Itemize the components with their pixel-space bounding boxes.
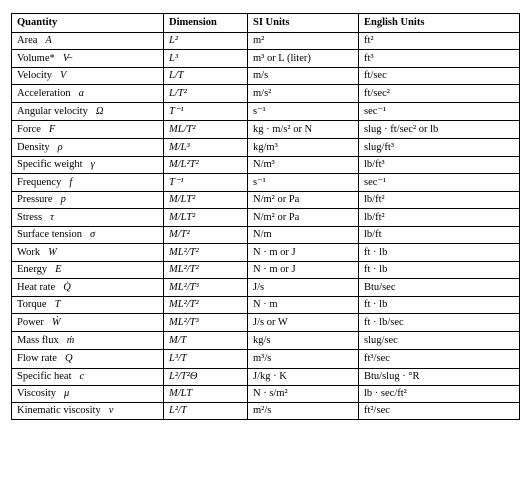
dimension-value: L²/T²Θ <box>169 371 198 382</box>
english-units-cell <box>359 314 520 332</box>
si-units-cell <box>248 50 359 68</box>
quantity-name: Kinematic viscosity <box>17 405 101 416</box>
english-units-value: ft³/sec <box>364 353 390 364</box>
quantity-name: Specific weight <box>17 159 83 170</box>
english-units-value: lb/ft² <box>364 211 385 223</box>
quantity-symbol: V <box>60 70 67 81</box>
quantity-cell <box>12 386 164 403</box>
quantity-cell <box>12 314 164 332</box>
si-units-cell <box>248 386 359 403</box>
si-units-value: N · m or J <box>253 246 296 258</box>
dimension-cell <box>164 68 248 85</box>
dimension-cell <box>164 33 248 50</box>
si-units-value: N/m² or Pa <box>253 211 300 223</box>
quantity-cell <box>12 121 164 139</box>
si-units-value: s⁻¹ <box>253 105 266 117</box>
quantity-cell <box>12 332 164 350</box>
quantity-cell <box>12 262 164 279</box>
quantity-name: Frequency <box>17 176 62 188</box>
quantity-name: Torque <box>17 299 47 310</box>
table-row <box>12 279 520 297</box>
dimension-value: ML²/T² <box>169 264 199 275</box>
table-row <box>12 369 520 386</box>
table-row <box>12 262 520 279</box>
quantity-name: Acceleration <box>17 87 71 99</box>
si-units-cell <box>248 403 359 420</box>
quantity-name: Viscosity <box>17 388 57 399</box>
dimension-value: T⁻¹ <box>169 176 184 188</box>
dimension-cell <box>164 262 248 279</box>
dimension-cell <box>164 174 248 192</box>
english-units-cell <box>359 262 520 279</box>
dimension-value: ML²/T² <box>169 299 199 310</box>
english-units-cell <box>359 369 520 386</box>
si-units-value: m²/s <box>253 405 272 416</box>
quantity-cell <box>12 297 164 314</box>
table-row <box>12 85 520 103</box>
si-units-value: m/s² <box>253 87 272 99</box>
si-units-value: m³ or L (liter) <box>253 52 311 64</box>
si-units-cell <box>248 262 359 279</box>
quantity-name: Specific heat <box>17 371 72 382</box>
table-row <box>12 297 520 314</box>
english-units-cell <box>359 103 520 121</box>
si-units-value: m² <box>253 35 265 46</box>
dimension-cell <box>164 85 248 103</box>
header-english-units: English Units <box>359 14 520 33</box>
quantity-cell <box>12 33 164 50</box>
si-units-value: m/s <box>253 70 269 81</box>
english-units-cell <box>359 244 520 262</box>
dimension-cell <box>164 314 248 332</box>
quantity-symbol: ν <box>108 405 114 416</box>
quantity-name: Flow rate <box>17 353 57 364</box>
dimension-value: M/LT² <box>169 194 196 205</box>
quantity-name: Energy <box>17 264 48 275</box>
quantity-name: Power <box>17 316 44 328</box>
quantity-symbol: V̶ <box>62 52 70 64</box>
si-units-value: J/kg · K <box>253 371 287 382</box>
table-row <box>12 192 520 209</box>
table-row <box>12 386 520 403</box>
table-row <box>12 350 520 369</box>
quantity-name: Heat rate <box>17 281 56 293</box>
table-row <box>12 68 520 85</box>
quantity-cell <box>12 403 164 420</box>
header-quantity: Quantity <box>12 14 164 33</box>
quantity-symbol: c <box>79 371 85 382</box>
quantity-name: Force <box>17 123 41 135</box>
quantity-name: Surface tension <box>17 229 83 240</box>
dimension-value: T⁻¹ <box>169 105 184 117</box>
english-units-cell <box>359 139 520 157</box>
table-row <box>12 209 520 227</box>
si-units-value: N/m <box>253 229 272 240</box>
table-row <box>12 157 520 174</box>
english-units-value: lb/ft² <box>364 194 385 205</box>
quantity-symbol: A <box>45 35 52 46</box>
table-row <box>12 139 520 157</box>
english-units-cell <box>359 157 520 174</box>
english-units-value: Btu/sec <box>364 281 396 293</box>
si-units-cell <box>248 103 359 121</box>
english-units-cell <box>359 227 520 244</box>
dimension-cell <box>164 279 248 297</box>
quantity-cell <box>12 85 164 103</box>
dimension-value: L² <box>169 35 178 46</box>
english-units-value: ft · lb/sec <box>364 316 404 328</box>
table-row <box>12 50 520 68</box>
units-table <box>11 13 520 420</box>
quantity-symbol: p <box>60 194 66 205</box>
quantity-name: Pressure <box>17 194 53 205</box>
english-units-value: ft · lb <box>364 299 388 310</box>
dimension-value: ML²/T³ <box>169 316 199 328</box>
dimension-cell <box>164 369 248 386</box>
english-units-cell <box>359 332 520 350</box>
english-units-value: ft² <box>364 35 374 46</box>
si-units-value: J/s or W <box>253 316 288 328</box>
quantity-symbol: γ <box>90 159 95 170</box>
si-units-cell <box>248 314 359 332</box>
quantity-symbol: f <box>69 176 73 188</box>
english-units-value: sec⁻¹ <box>364 105 387 117</box>
quantity-cell <box>12 139 164 157</box>
si-units-value: kg · m/s² or N <box>253 123 313 135</box>
english-units-value: lb · sec/ft² <box>364 388 407 399</box>
english-units-value: ft/sec <box>364 70 387 81</box>
english-units-value: ft/sec² <box>364 87 390 99</box>
si-units-cell <box>248 121 359 139</box>
dimension-value: L/T <box>169 70 184 81</box>
si-units-value: N · s/m² <box>253 388 288 399</box>
si-units-cell <box>248 209 359 227</box>
si-units-cell <box>248 68 359 85</box>
english-units-cell <box>359 33 520 50</box>
si-units-value: N/m³ <box>253 159 275 170</box>
english-units-value: slug/ft³ <box>364 141 394 153</box>
dimension-value: ML²/T³ <box>169 281 199 293</box>
quantity-cell <box>12 157 164 174</box>
si-units-cell <box>248 139 359 157</box>
quantity-name: Work <box>17 246 41 258</box>
english-units-value: slug · ft/sec² or lb <box>364 123 439 135</box>
si-units-value: N · m or J <box>253 264 296 275</box>
dimension-cell <box>164 192 248 209</box>
dimension-value: M/T² <box>169 229 190 240</box>
table-row <box>12 103 520 121</box>
english-units-value: sec⁻¹ <box>364 176 387 188</box>
quantity-symbol: ρ <box>57 141 63 153</box>
quantity-name: Area <box>17 35 38 46</box>
english-units-value: slug/sec <box>364 334 398 346</box>
quantity-cell <box>12 103 164 121</box>
si-units-cell <box>248 33 359 50</box>
quantity-symbol: W <box>48 246 57 258</box>
dimension-value: ML²/T² <box>169 246 199 258</box>
english-units-cell <box>359 209 520 227</box>
si-units-cell <box>248 227 359 244</box>
quantity-cell <box>12 192 164 209</box>
si-units-cell <box>248 244 359 262</box>
english-units-cell <box>359 279 520 297</box>
english-units-cell <box>359 386 520 403</box>
table-row <box>12 121 520 139</box>
dimension-value: M/L²T² <box>169 159 199 170</box>
english-units-cell <box>359 297 520 314</box>
quantity-symbol: σ <box>90 229 96 240</box>
dimension-cell <box>164 350 248 369</box>
english-units-value: ft²/sec <box>364 405 390 416</box>
quantity-name: Mass flux <box>17 334 59 346</box>
quantity-name: Velocity <box>17 70 52 81</box>
si-units-cell <box>248 350 359 369</box>
dimension-cell <box>164 209 248 227</box>
english-units-value: lb/ft³ <box>364 159 385 170</box>
quantity-symbol: τ <box>50 211 54 223</box>
quantity-cell <box>12 50 164 68</box>
quantity-symbol: Ẇ <box>51 316 61 328</box>
dimension-cell <box>164 227 248 244</box>
table-row <box>12 174 520 192</box>
dimension-value: L³ <box>169 52 178 64</box>
quantity-name: Density <box>17 141 50 153</box>
si-units-cell <box>248 279 359 297</box>
quantity-symbol: F <box>48 123 56 135</box>
dimension-cell <box>164 139 248 157</box>
english-units-cell <box>359 68 520 85</box>
header-row <box>12 14 520 33</box>
dimension-cell <box>164 157 248 174</box>
dimension-value: L²/T <box>169 405 187 416</box>
english-units-cell <box>359 403 520 420</box>
table-row <box>12 33 520 50</box>
si-units-value: J/s <box>253 281 265 293</box>
table-row <box>12 314 520 332</box>
si-units-cell <box>248 192 359 209</box>
dimension-cell <box>164 403 248 420</box>
english-units-value: Btu/slug · °R <box>364 371 420 382</box>
dimension-value: ML/T² <box>169 123 196 135</box>
si-units-cell <box>248 332 359 350</box>
table-body <box>12 33 520 420</box>
dimension-cell <box>164 50 248 68</box>
quantity-symbol: E <box>55 264 62 275</box>
dimension-value: L/T² <box>169 87 187 99</box>
table-row <box>12 403 520 420</box>
si-units-value: kg/s <box>253 334 271 346</box>
quantity-symbol: Ω <box>95 105 104 117</box>
header-dimension: Dimension <box>164 14 248 33</box>
english-units-value: ft · lb <box>364 246 388 258</box>
si-units-value: N/m² or Pa <box>253 194 300 205</box>
dimension-value: M/T <box>169 334 187 346</box>
si-units-cell <box>248 297 359 314</box>
dimension-cell <box>164 103 248 121</box>
dimension-cell <box>164 332 248 350</box>
quantity-symbol: a <box>78 87 84 99</box>
dimension-value: M/LT <box>169 388 193 399</box>
quantity-cell <box>12 350 164 369</box>
si-units-cell <box>248 174 359 192</box>
english-units-cell <box>359 85 520 103</box>
table-row <box>12 227 520 244</box>
english-units-value: ft³ <box>364 52 374 64</box>
english-units-cell <box>359 192 520 209</box>
english-units-value: lb/ft <box>364 229 382 240</box>
quantity-cell <box>12 244 164 262</box>
quantity-symbol: Q̇ <box>63 281 71 293</box>
quantity-name: Stress <box>17 211 43 223</box>
table-row <box>12 244 520 262</box>
si-units-cell <box>248 85 359 103</box>
table-row <box>12 332 520 350</box>
quantity-symbol: Q <box>64 353 73 364</box>
english-units-value: ft · lb <box>364 264 388 275</box>
quantity-name: Angular velocity <box>17 105 88 117</box>
dimension-value: L³/T <box>169 353 187 364</box>
quantity-cell <box>12 209 164 227</box>
english-units-cell <box>359 121 520 139</box>
quantity-symbol: ṁ <box>66 334 75 346</box>
quantity-name: Volume* <box>17 52 55 64</box>
quantity-symbol: T <box>54 299 61 310</box>
header-si-units: SI Units <box>248 14 359 33</box>
dimension-cell <box>164 297 248 314</box>
dimension-cell <box>164 121 248 139</box>
quantity-cell <box>12 174 164 192</box>
quantity-symbol: μ <box>64 388 70 399</box>
si-units-value: N · m <box>253 299 278 310</box>
si-units-cell <box>248 369 359 386</box>
dimension-cell <box>164 386 248 403</box>
quantity-cell <box>12 279 164 297</box>
quantity-cell <box>12 227 164 244</box>
si-units-value: s⁻¹ <box>253 176 266 188</box>
english-units-cell <box>359 350 520 369</box>
dimension-value: M/LT² <box>169 211 196 223</box>
quantity-cell <box>12 369 164 386</box>
si-units-value: m³/s <box>253 353 272 364</box>
english-units-cell <box>359 174 520 192</box>
si-units-value: kg/m³ <box>253 141 278 153</box>
english-units-cell <box>359 50 520 68</box>
dimension-cell <box>164 244 248 262</box>
dimension-value: M/L³ <box>169 141 190 153</box>
quantity-cell <box>12 68 164 85</box>
si-units-cell <box>248 157 359 174</box>
